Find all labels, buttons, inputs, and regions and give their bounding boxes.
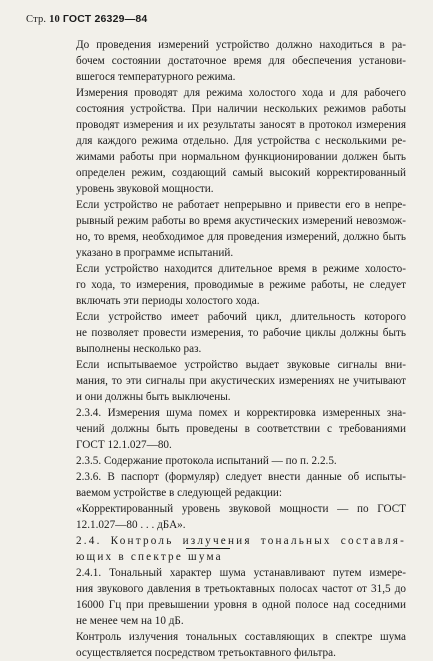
paragraph-p12	[62, 565, 406, 629]
page-prefix: Стр.	[26, 14, 47, 25]
text-line: мания, то эти сигналы при акустических измерениях не учитывают	[76, 375, 406, 387]
text-line: 2.3.6. В паспорт (формуляр) следует внести данные об испыты-	[76, 471, 406, 483]
paragraph-p13	[62, 629, 406, 661]
text-line: для каждого режима отдельно. Для устройства с несколькими ре-	[76, 135, 406, 147]
text-line: ния звукового давления в третьоктавных полосах частот от 31,5 до	[76, 583, 406, 595]
text-line: го хода, то измерения, проводимые в режиме работы, не следует	[76, 279, 406, 291]
text-line: Если устройство не работает непрерывно и привести его в непре-	[76, 199, 406, 211]
text-line: Если испытываемое устройство выдает звуковые сигналы вни-	[76, 359, 406, 371]
paragraph-p7	[62, 405, 406, 453]
text-line: выполнены несколько раз.	[76, 343, 202, 355]
page-number: 10	[49, 14, 60, 25]
text-line: вшегося температурного режима.	[76, 71, 236, 83]
paragraph-p9	[62, 469, 406, 501]
text-line: 16000 Гц при превышении уровня в одной полосе над соседними	[76, 599, 406, 611]
text-line: 2.4.1. Тональный характер шума устанавливают путем измере-	[76, 567, 406, 579]
text-line: До проведения измерений устройство должно находиться в ра-	[76, 39, 406, 51]
text-line: но, то время, необходимое для проведения измерений, должно быть	[76, 231, 406, 243]
text-line: не менее чем на 10 дБ.	[76, 615, 184, 627]
text-line: 2.3.5. Содержание протокола испытаний — по п. 2.2.5.	[76, 455, 337, 467]
text-line: рывный режим работы во время акустических измерений невозмож-	[76, 215, 406, 227]
text-line: 12.1.027—80 . . . дБА».	[76, 519, 186, 531]
text-line: Если устройство имеет рабочий цикл, длительность которого	[76, 311, 406, 323]
text-line: уровень звуковой мощности.	[76, 183, 214, 195]
text-line: определен режим, создающий самый высокий корректированный	[76, 167, 406, 179]
text-line: Если устройство находится длительное время в режиме холосто-	[76, 263, 406, 275]
text-line: ющих в спектре шума	[76, 551, 223, 563]
text-line: 2.4. Контроль излучения тональных составля-	[76, 535, 406, 547]
paragraph-p6	[62, 357, 406, 405]
paragraph-p2	[62, 85, 406, 197]
end-divider	[186, 548, 230, 549]
page-header	[26, 13, 147, 25]
text-line: ГОСТ 12.1.027—80.	[76, 439, 172, 451]
paragraph-p3	[62, 197, 406, 261]
paragraph-p10	[62, 501, 406, 533]
paragraph-p5	[62, 309, 406, 357]
text-line: жимами работы при нормальном функционировании должен быть	[76, 151, 406, 163]
text-line: ваемом устройстве в следующей редакции:	[76, 487, 283, 499]
text-line: осуществляется посредством третьоктавного фильтра.	[76, 647, 336, 659]
paragraph-p8	[62, 453, 406, 469]
standard-number: ГОСТ 26329—84	[62, 13, 148, 25]
paragraph-p1	[62, 37, 406, 85]
text-line: не позволяет провести измерения, то рабочие циклы должны быть	[76, 327, 406, 339]
text-line: состояния устройства. При наличии нескольких режимов работы	[76, 103, 406, 115]
paragraph-p4	[62, 261, 406, 309]
text-line: включать эти периоды холостого хода.	[76, 295, 260, 307]
text-line: проводят измерения и их результаты заносят в протокол измерения	[76, 119, 406, 131]
document-body	[62, 37, 406, 661]
text-line: «Корректированный уровень звуковой мощности — по ГОСТ	[76, 503, 406, 515]
text-line: и они должны быть выключены.	[76, 391, 231, 403]
text-line: указано в программе испытаний.	[76, 247, 234, 259]
paragraph-p11	[62, 533, 406, 565]
text-line: Измерения проводят для режима холостого хода и для рабочего	[76, 87, 406, 99]
text-line: бочем состоянии достаточное время для обеспечения установи-	[76, 55, 406, 67]
text-line: чений должны быть проведены в соответствии с требованиями	[76, 423, 406, 435]
text-line: Контроль излучения тональных составляющих в спектре шума	[76, 631, 406, 643]
text-line: 2.3.4. Измерения шума помех и корректировка измеренных зна-	[76, 407, 406, 419]
